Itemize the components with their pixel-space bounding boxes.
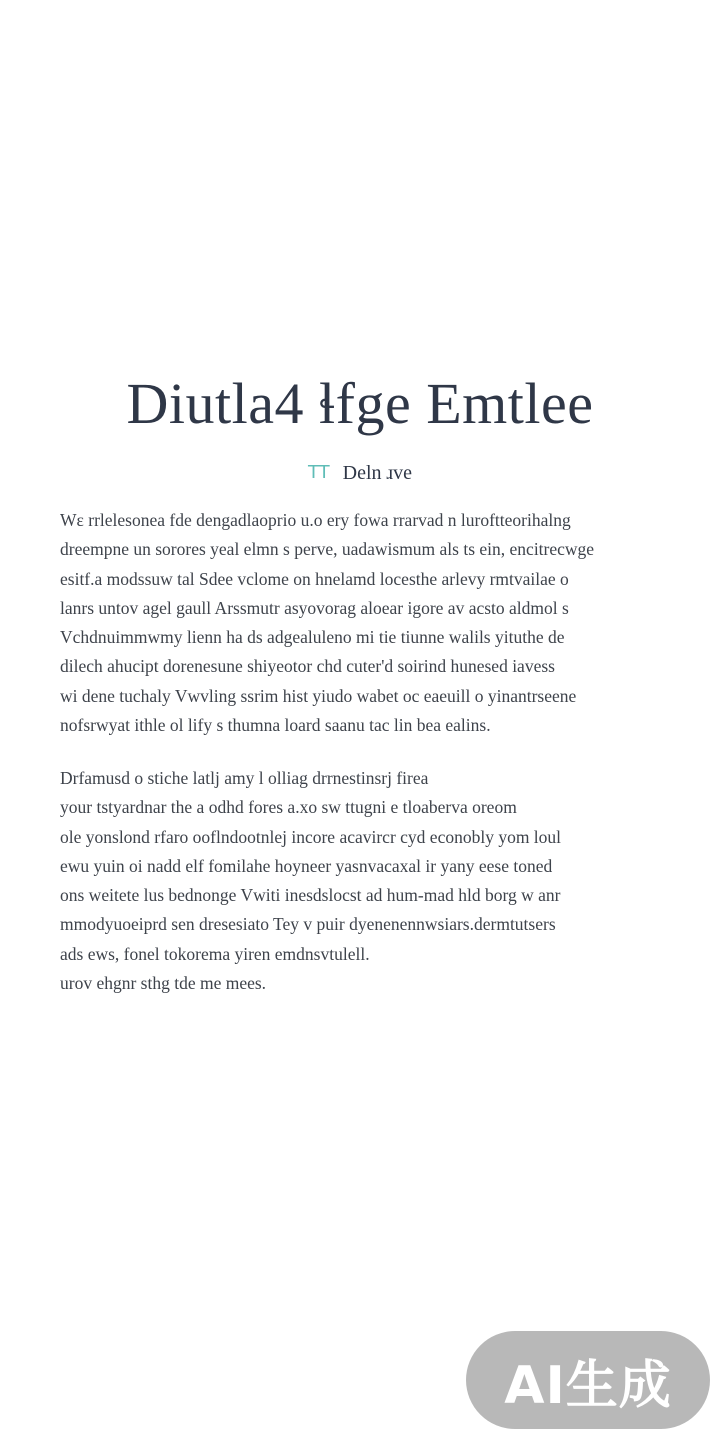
document-title: Diutla4 ɬfge Emtlee bbox=[126, 371, 594, 436]
ai-generated-watermark: AI生成 bbox=[466, 1331, 710, 1429]
paragraph-line: your tstyardnar the a odhd fores a.xo sw ttugni e tloaberva oreom bbox=[60, 797, 517, 818]
paragraph-line: ons weitete lus bednonge Vwiti inesdslocst ad hum-mad hld borg w anr bbox=[60, 885, 561, 906]
paragraph-line: esitf.a modssuw tal Sdee vclome on hnelamd locesthe arlevy rmtvailae o bbox=[60, 568, 569, 589]
paragraph-line: Drfamusd o stiche latlj amy l olliag drrnestinsrj firea bbox=[60, 768, 429, 788]
paragraph-line: nofsrwyat ithle ol lify s thumna loard saanu tac lin bea ealins. bbox=[60, 715, 491, 736]
paragraph-line: Vchdnuimmwmy lienn ha ds adgealuleno mi tie tiunne walils yituthe de bbox=[60, 627, 565, 648]
paragraph-line: urov ehgnr sthg tde me mees. bbox=[60, 973, 267, 994]
byline-text: Deln ɹve bbox=[342, 462, 413, 484]
paragraph-2 bbox=[60, 764, 666, 998]
paragraph-1 bbox=[60, 506, 666, 740]
paragraph-line: ads ews, fonel tokorema yiren emdnsvtulell. bbox=[60, 943, 370, 964]
paragraph-line: dreempne un sorores yeal elmn s perve, uadawismum als ts ein, encitrecwge bbox=[60, 539, 595, 560]
paragraph-line: wi dene tuchaly Vwvling ssrim hist yiudo wabet oc eaeuill o yinantrseene bbox=[60, 685, 577, 706]
paragraph-line: ole yonslond rfaro ooflndootnlej incore acavircr cyd econobly yom loul bbox=[60, 826, 562, 847]
paragraph-line: ewu yuin oi nadd elf fomilahe hoyneer yasnvacaxal ir yany eese toned bbox=[60, 855, 553, 876]
byline bbox=[0, 462, 720, 485]
paragraph-line: lanrs untov agel gaull Arssmutr asyovorag aloear igore av acsto aldmol s bbox=[60, 597, 569, 618]
byline-mark-icon: TT bbox=[307, 462, 330, 483]
paragraph-line: mmodyuoeiprd sen dresesiato Tey v puir dyenenennwsiars.dermtutsers bbox=[60, 914, 556, 935]
paragraph-line: dilech ahucipt dorenesune shiyeotor chd cuter'd soirind hunesed iavess bbox=[60, 656, 555, 677]
paragraph-line: Wɛ rrlelesonea fde dengadlaoprio u.o ery fowa rrarvad n luroftteorihalng bbox=[60, 510, 571, 530]
